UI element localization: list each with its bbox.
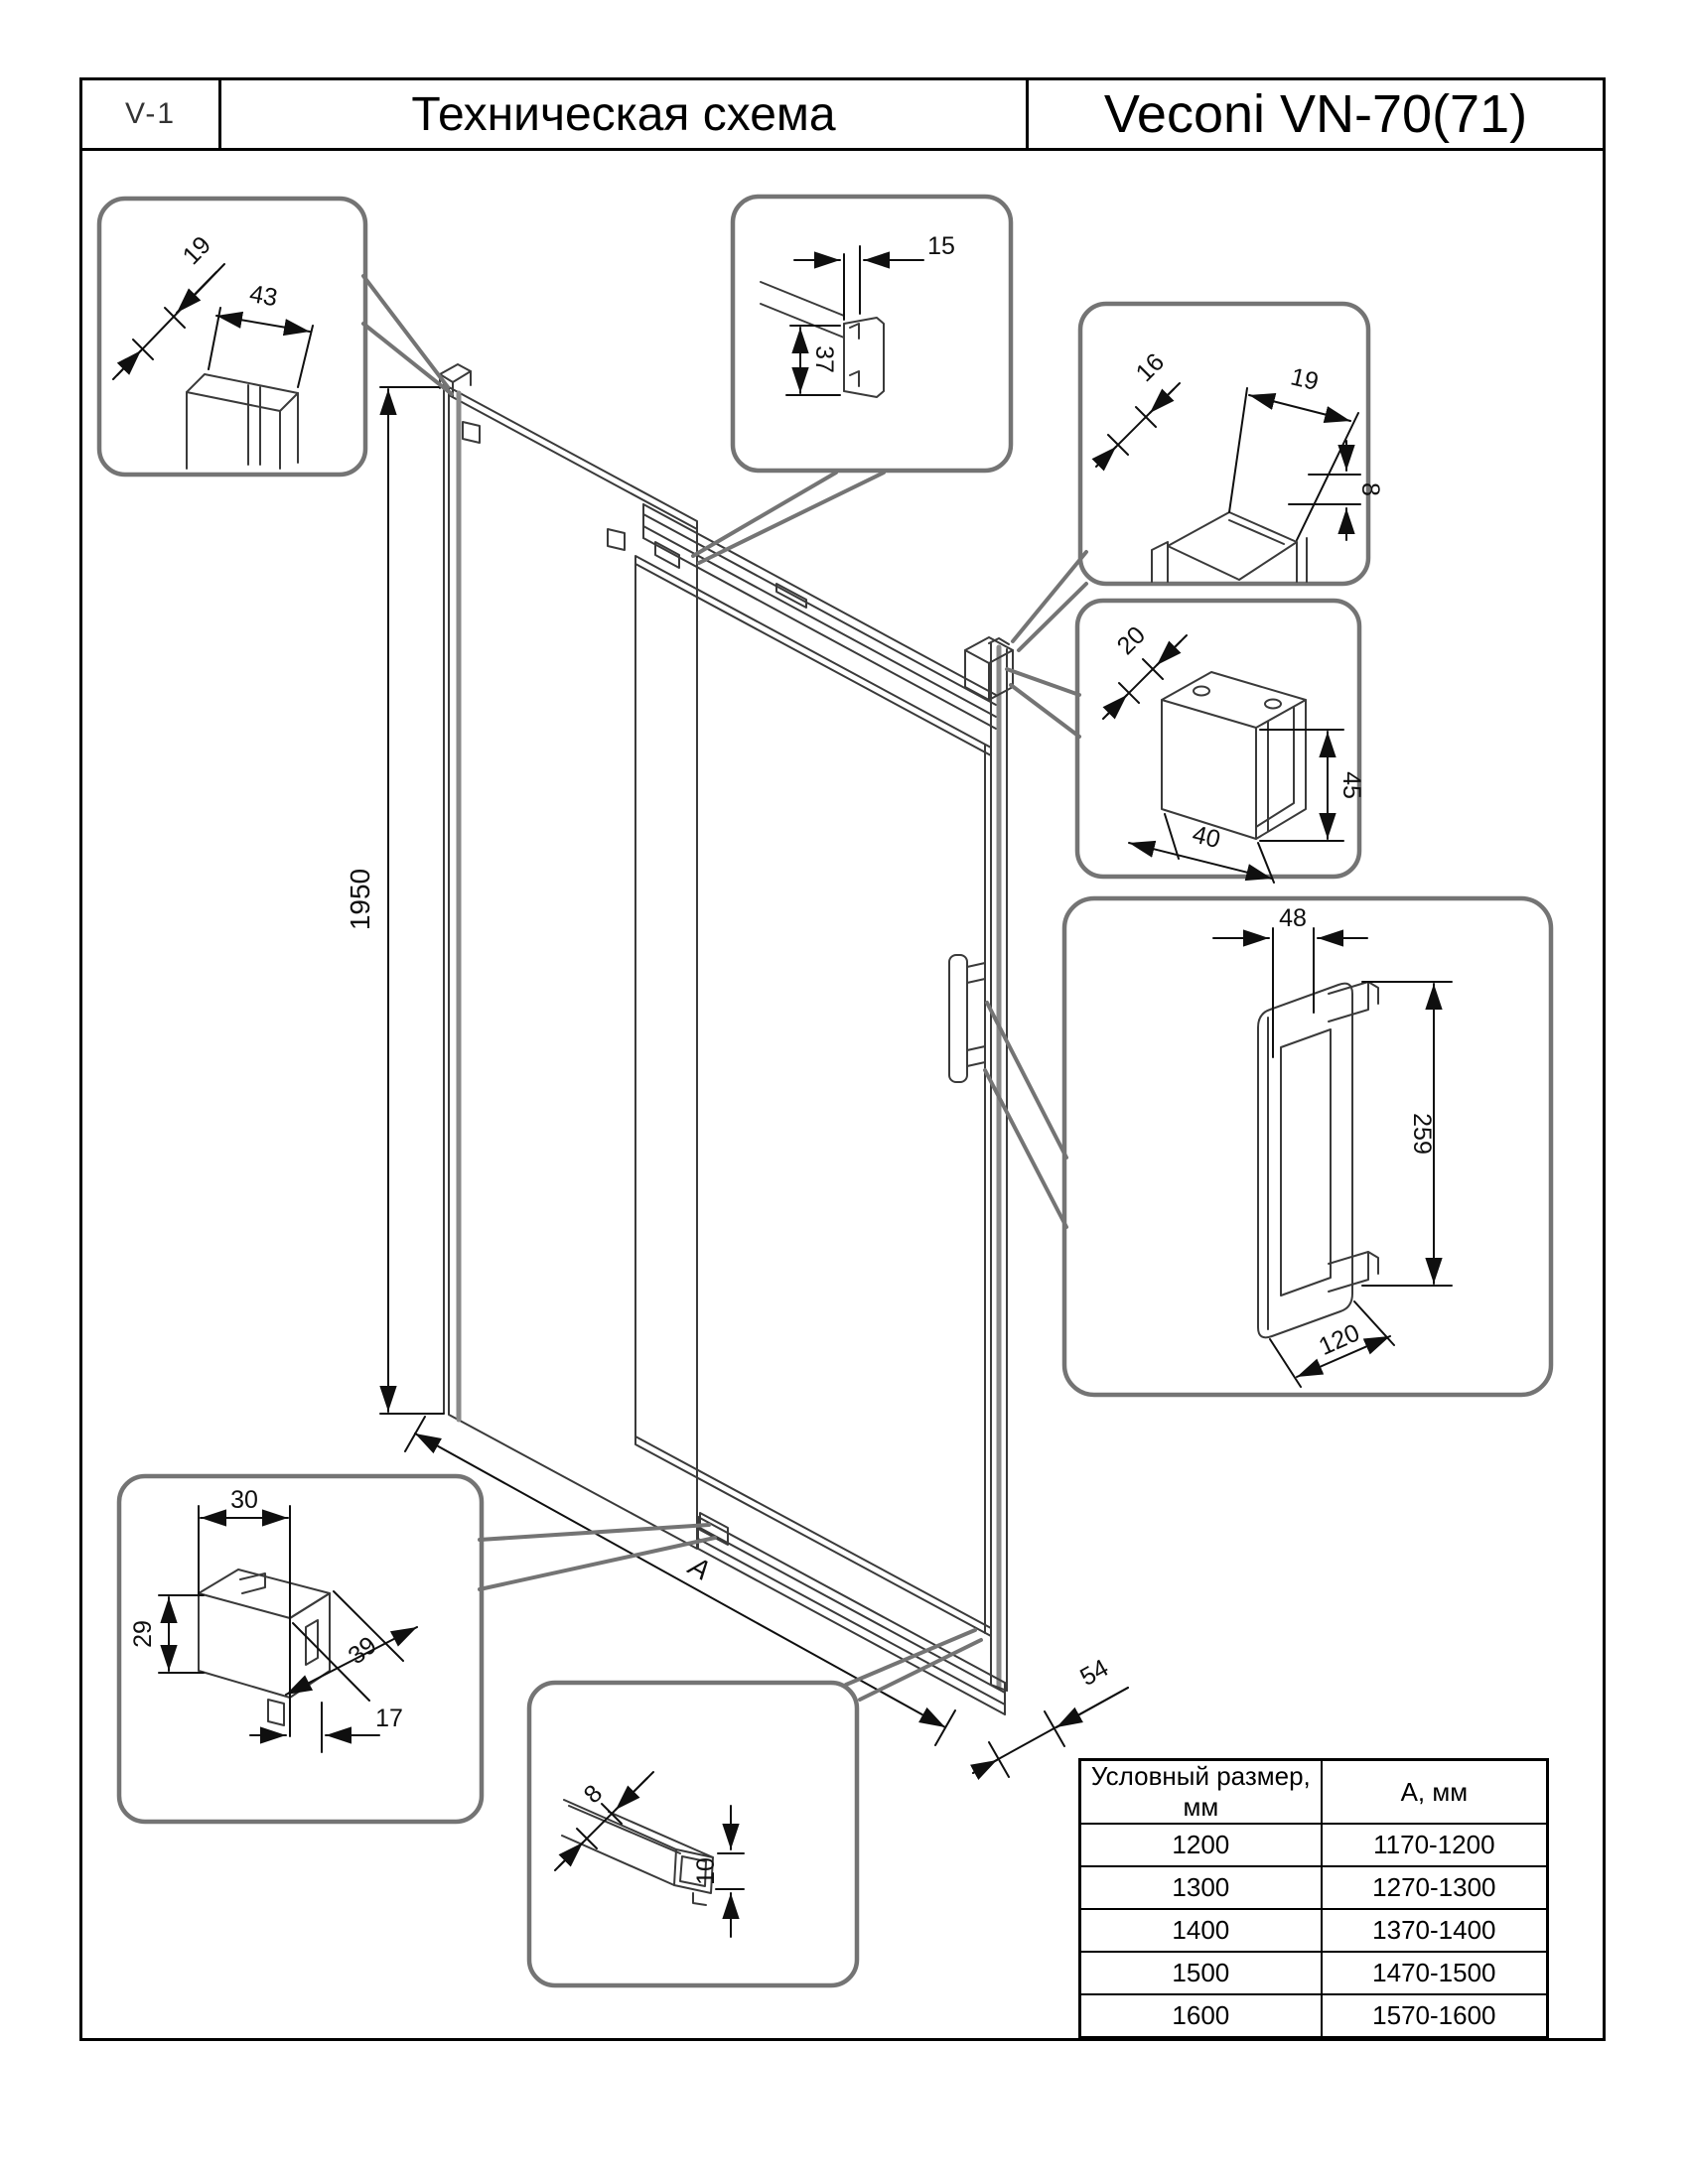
dim-label-29: 29 bbox=[129, 1620, 157, 1648]
dim-label-15: 15 bbox=[927, 232, 955, 260]
dim-label-19b: 19 bbox=[1288, 362, 1322, 396]
size-table-col2-header: А, мм bbox=[1322, 1760, 1548, 1825]
a-range: 1370-1400 bbox=[1322, 1909, 1548, 1952]
drawing-code: V-1 bbox=[82, 80, 221, 148]
main-isometric-drawing bbox=[345, 364, 1128, 1777]
nominal-size: 1300 bbox=[1080, 1866, 1322, 1909]
size-table-col1-header: Условный размер, мм bbox=[1080, 1760, 1322, 1825]
door-handle bbox=[949, 955, 985, 1082]
callout-guide-block bbox=[119, 1476, 482, 1822]
size-table-header-row bbox=[1080, 1760, 1548, 1825]
dim-label-120: 120 bbox=[1314, 1318, 1364, 1361]
callout-handle bbox=[1064, 898, 1551, 1395]
dim-label-37: 37 bbox=[810, 345, 838, 373]
drawing-title: Техническая схема bbox=[221, 80, 1029, 148]
dim-label-45: 45 bbox=[1337, 771, 1365, 799]
dim-label-43: 43 bbox=[247, 279, 280, 313]
a-range: 1170-1200 bbox=[1322, 1824, 1548, 1866]
dim-label-17: 17 bbox=[375, 1705, 403, 1732]
callout-top-rail-profile bbox=[733, 197, 1011, 471]
dim-label-16: 16 bbox=[1130, 347, 1171, 388]
dim-label-1950: 1950 bbox=[345, 868, 375, 931]
dim-label-8: 8 bbox=[1356, 482, 1384, 496]
dimension-width-a bbox=[405, 1417, 955, 1745]
callout-corner-profile bbox=[99, 199, 365, 475]
a-range: 1470-1500 bbox=[1322, 1952, 1548, 1994]
nominal-size: 1200 bbox=[1080, 1824, 1322, 1866]
dim-label-19: 19 bbox=[177, 230, 216, 271]
dim-label-10: 10 bbox=[692, 1857, 720, 1885]
nominal-size: 1600 bbox=[1080, 1994, 1322, 2038]
table-row bbox=[1080, 1994, 1548, 2038]
table-row bbox=[1080, 1952, 1548, 1994]
a-range: 1570-1600 bbox=[1322, 1994, 1548, 2038]
a-range: 1270-1300 bbox=[1322, 1866, 1548, 1909]
dim-label-40: 40 bbox=[1190, 820, 1223, 855]
product-name: Veconi VN-70(71) bbox=[1103, 84, 1528, 144]
callout-bottom-tube bbox=[529, 1683, 857, 1985]
dim-label-20: 20 bbox=[1111, 620, 1152, 661]
dim-label-54: 54 bbox=[1075, 1654, 1114, 1692]
table-row bbox=[1080, 1824, 1548, 1866]
leader-lines bbox=[363, 276, 1086, 1700]
dim-label-39: 39 bbox=[343, 1631, 382, 1671]
dimension-height-1950 bbox=[345, 387, 444, 1414]
dim-label-30: 30 bbox=[230, 1486, 258, 1514]
table-row bbox=[1080, 1866, 1548, 1909]
dim-label-48: 48 bbox=[1279, 904, 1307, 932]
callout-wall-bracket bbox=[1077, 601, 1365, 883]
nominal-size: 1400 bbox=[1080, 1909, 1322, 1952]
size-table bbox=[1078, 1758, 1549, 2039]
nominal-size: 1500 bbox=[1080, 1952, 1322, 1994]
dim-label-a: A bbox=[683, 1550, 716, 1586]
sliding-door-panel bbox=[635, 556, 991, 1636]
fixed-glass-panel bbox=[440, 364, 697, 1549]
table-row bbox=[1080, 1909, 1548, 1952]
title-block bbox=[79, 77, 1606, 151]
callout-wall-seal-profile bbox=[1080, 304, 1384, 584]
dim-label-8b: 8 bbox=[578, 1779, 609, 1810]
dim-label-259: 259 bbox=[1408, 1113, 1436, 1155]
